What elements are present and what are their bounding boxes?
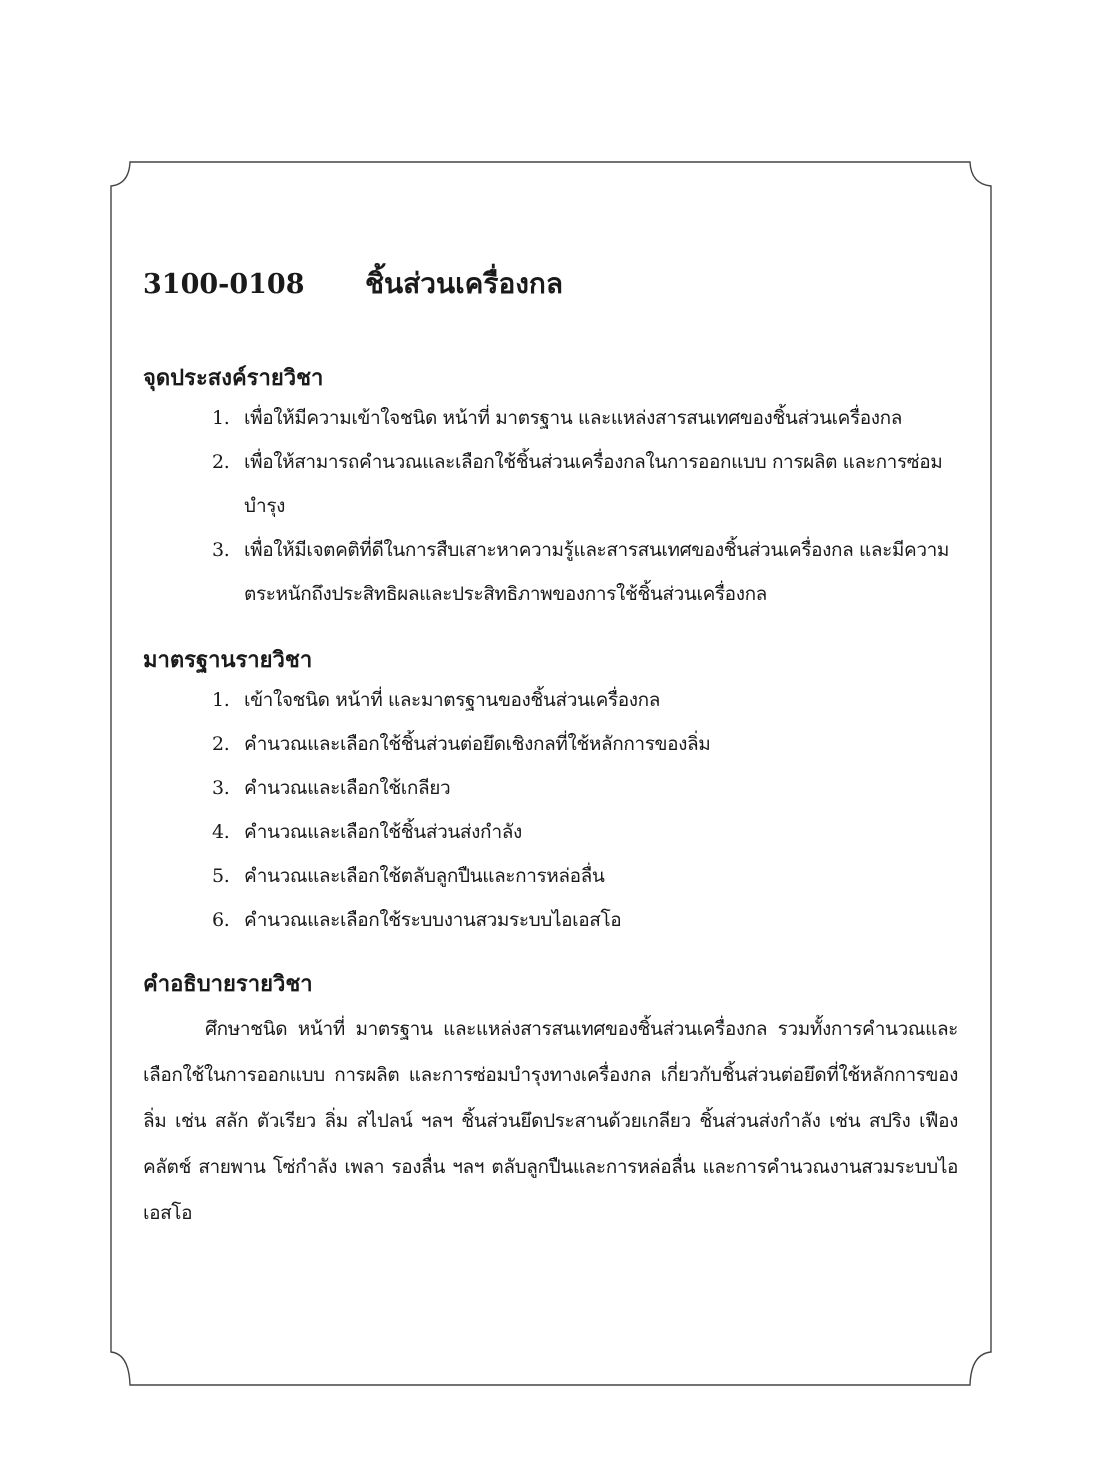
list-item <box>143 678 958 722</box>
list-item-number: 6. <box>212 909 230 931</box>
list-item-text: คำนวณและเลือกใช้ชิ้นส่วนส่งกำลัง <box>244 821 522 843</box>
list-item-text: คำนวณและเลือกใช้เกลียว <box>244 777 451 799</box>
course-name: ชิ้นส่วนเครื่องกล <box>365 267 564 300</box>
list-item <box>143 722 958 766</box>
objectives-list <box>143 396 958 616</box>
list-item <box>143 898 958 942</box>
list-item <box>143 766 958 810</box>
list-item-text: คำนวณและเลือกใช้ตลับลูกปืนและการหล่อลื่น <box>244 865 605 887</box>
list-item <box>143 810 958 854</box>
list-item <box>143 396 958 440</box>
course-header <box>143 262 958 312</box>
course-content <box>143 262 958 1236</box>
objectives-heading: จุดประสงค์รายวิชา <box>143 365 324 391</box>
list-item-number: 1. <box>212 407 230 429</box>
list-item-text: เพื่อให้สามารถคำนวณและเลือกใช้ชิ้นส่วนเครื่องกลในการออกแบบ การผลิต และการซ่อมบำรุง <box>244 451 943 517</box>
course-code: 3100-0108 <box>143 269 305 300</box>
list-item-text: เข้าใจชนิด หน้าที่ และมาตรฐานของชิ้นส่วนเครื่องกล <box>244 689 661 711</box>
list-item-number: 2. <box>212 733 230 755</box>
description-heading: คำอธิบายรายวิชา <box>143 971 313 997</box>
list-item <box>143 440 958 528</box>
list-item <box>143 528 958 616</box>
list-item-number: 1. <box>212 689 230 711</box>
list-item-text: เพื่อให้มีความเข้าใจชนิด หน้าที่ มาตรฐาน และแหล่งสารสนเทศของชิ้นส่วนเครื่องกล <box>244 407 902 429</box>
standards-heading: มาตรฐานรายวิชา <box>143 647 313 673</box>
description-paragraph: ศึกษาชนิด หน้าที่ มาตรฐาน และแหล่งสารสนเทศของชิ้นส่วนเครื่องกล รวมทั้งการคำนวณและเลือกใช้ในการออกแบบ การผลิต และการซ่อมบำรุงทางเครื่องกล เกี่ยวกับชิ้นส่วนต่อยึดที่ใช้หลักการของลิ่ม เช่น สลัก ตัวเรียว ลิ่ม สไปลน์ ฯลฯ ชิ้นส่วนยึดประสานด้วยเกลียว ชิ้นส่วนส่งกำลัง เช่น สปริง เฟือง คลัตช์ สายพาน โซ่กำลัง เพลา รองลื่น ฯลฯ ตลับลูกปืนและการหล่อลื่น และการคำนวณงานสวมระบบไอเอสโอ <box>143 1018 958 1224</box>
list-item-text: คำนวณและเลือกใช้ระบบงานสวมระบบไอเอสโอ <box>244 909 622 931</box>
list-item-text: เพื่อให้มีเจตคติที่ดีในการสืบเสาะหาความรู้และสารสนเทศของชิ้นส่วนเครื่องกล และมีความตระหนักถึงประสิทธิผลและประสิทธิภาพของการใช้ชิ้นส่วนเครื่องกล <box>244 539 949 605</box>
list-item-number: 4. <box>212 821 230 843</box>
list-item <box>143 854 958 898</box>
list-item-text: คำนวณและเลือกใช้ชิ้นส่วนต่อยึดเชิงกลที่ใช้หลักการของลิ่ม <box>244 733 711 755</box>
list-item-number: 5. <box>212 865 230 887</box>
list-item-number: 2. <box>212 451 230 473</box>
standards-list <box>143 678 958 942</box>
list-item-number: 3. <box>212 539 230 561</box>
list-item-number: 3. <box>212 777 230 799</box>
